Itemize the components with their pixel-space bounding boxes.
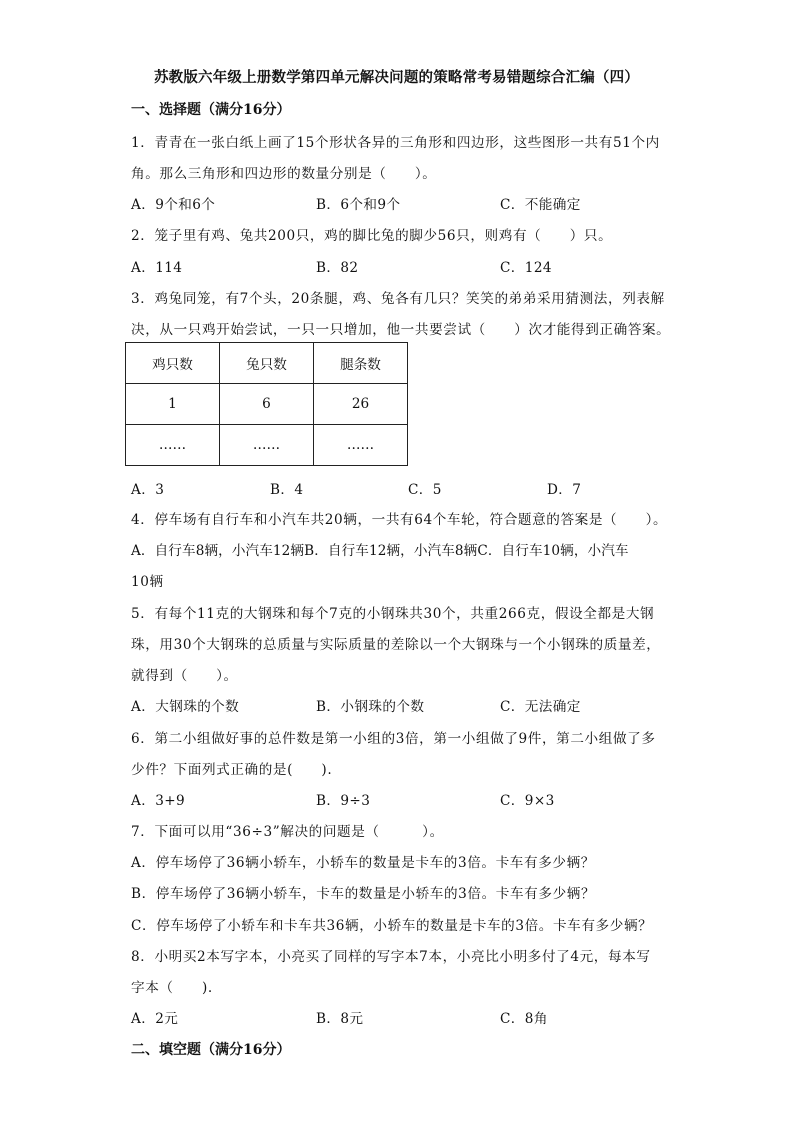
question-1-option-b: B．6个和9个	[316, 197, 401, 213]
table-cell: ……	[220, 425, 314, 466]
question-5-option-b: B．小钢珠的个数	[316, 699, 425, 715]
question-8-line-2: 字本（ ).	[131, 980, 213, 996]
question-4-options-line-2: 10辆	[131, 574, 164, 590]
table-cell: 1	[126, 384, 220, 425]
question-7-option-c: C．停车场停了小轿车和卡车共36辆，小轿车的数量是卡车的3倍。卡车有多少辆？	[131, 918, 653, 934]
question-4-options-line: A．自行车8辆，小汽车12辆B．自行车12辆，小汽车8辆C．自行车10辆，小汽车	[131, 543, 629, 559]
table-row	[126, 425, 408, 466]
question-8-option-a: A．2元	[131, 1011, 179, 1027]
question-6-option-a: A．3+9	[131, 793, 186, 809]
section-heading-choice: 一、选择题（满分16分）	[131, 102, 291, 118]
table-header-row	[126, 343, 408, 384]
question-3-option-c: C．5	[408, 482, 442, 498]
table-row	[126, 384, 408, 425]
guess-table	[125, 342, 408, 466]
question-5-line-2: 珠，用30个大钢珠的总质量与实际质量的差除以一个大钢珠与一个小钢珠的质量差，	[131, 637, 661, 653]
question-6-line-2: 少件？下面列式正确的是( ).	[131, 762, 333, 778]
question-5-option-a: A．大钢珠的个数	[131, 699, 240, 715]
question-1-line-2: 角。那么三角形和四边形的数量分别是（ ）。	[131, 166, 437, 182]
question-7-line-1: 7．下面可以用“36÷3”解决的问题是（ ）。	[131, 824, 444, 840]
question-1-option-c: C．不能确定	[500, 197, 581, 213]
question-5-line-1: 5．有每个11克的大钢珠和每个7克的小钢珠共30个，共重266克，假设全都是大钢	[131, 606, 655, 622]
question-2-option-a: A．114	[131, 260, 183, 276]
question-5-option-c: C．无法确定	[500, 699, 581, 715]
table-cell: ……	[314, 425, 408, 466]
question-8-option-c: C．8角	[500, 1011, 548, 1027]
question-1-line-1: 1．青青在一张白纸上画了15个形状各异的三角形和四边形，这些图形一共有51个内	[131, 135, 660, 151]
section-heading-fill: 二、填空题（满分16分）	[131, 1042, 291, 1058]
question-2-option-c: C．124	[500, 260, 552, 276]
question-3-line-1: 3．鸡兔同笼，有7个头，20条腿，鸡、兔各有几只？笑笑的弟弟采用猜测法，列表解	[131, 291, 665, 307]
question-3-option-a: A．3	[131, 482, 165, 498]
question-1-option-a: A．9个和6个	[131, 197, 216, 213]
question-3-option-b: B．4	[270, 482, 304, 498]
table-cell: 26	[314, 384, 408, 425]
table-header-cell: 兔只数	[220, 343, 314, 384]
question-8-option-b: B．8元	[316, 1011, 364, 1027]
table-cell: 6	[220, 384, 314, 425]
table-header-cell: 鸡只数	[126, 343, 220, 384]
question-7-option-a: A．停车场停了36辆小轿车，小轿车的数量是卡车的3倍。卡车有多少辆？	[131, 855, 595, 871]
question-5-line-3: 就得到（ ）。	[131, 668, 238, 684]
question-2-line-1: 2．笼子里有鸡、兔共200只，鸡的脚比兔的脚少56只，则鸡有（ ）只。	[131, 228, 613, 244]
question-4-line-1: 4．停车场有自行车和小汽车共20辆，一共有64个车轮，符合题意的答案是（ ）。	[131, 512, 668, 528]
page-title: 苏教版六年级上册数学第四单元解决问题的策略常考易错题综合汇编（四）	[153, 69, 640, 86]
question-7-option-b: B．停车场停了36辆小轿车，卡车的数量是小轿车的3倍。卡车有多少辆？	[131, 886, 596, 902]
question-3-line-2: 决，从一只鸡开始尝试，一只一只增加，他一共要尝试（ ）次才能得到正确答案。	[131, 322, 671, 338]
table-header-cell: 腿条数	[314, 343, 408, 384]
question-8-line-1: 8．小明买2本写字本，小亮买了同样的写字本7本，小亮比小明多付了4元，每本写	[131, 949, 651, 965]
table-cell: ……	[126, 425, 220, 466]
question-6-line-1: 6．第二小组做好事的总件数是第一小组的3倍，第一小组做了9件，第二小组做了多	[131, 731, 656, 747]
question-3-option-d: D．7	[547, 482, 582, 498]
question-2-option-b: B．82	[316, 260, 359, 276]
question-6-option-b: B．9÷3	[316, 793, 371, 809]
question-6-option-c: C．9×3	[500, 793, 555, 809]
